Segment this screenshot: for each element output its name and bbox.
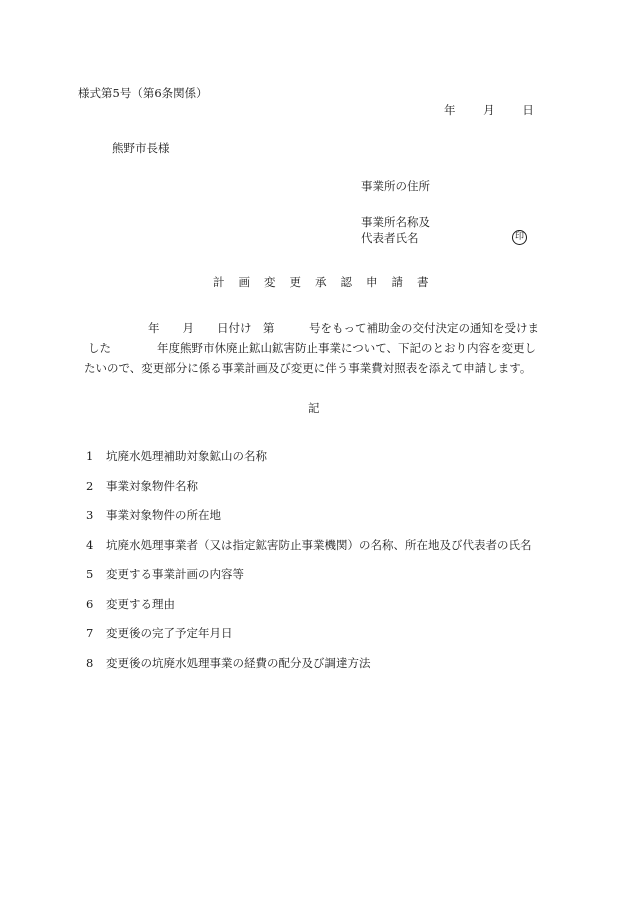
item-number: 1 xyxy=(86,449,94,463)
date-line xyxy=(444,103,534,117)
date-day: 日 xyxy=(522,103,534,117)
item-text: 変更する事業計画の内容等 xyxy=(106,567,244,581)
form-label: 様式第5号（第6条関係） xyxy=(78,86,208,100)
seal-mark: 印 xyxy=(512,230,527,245)
body-line-3: たいので、変更部分に係る事業計画及び変更に伴う事業費対照表を添えて申請します。 xyxy=(84,361,532,375)
list-item xyxy=(86,537,532,567)
applicant-name-label-1: 事業所名称及 xyxy=(361,215,430,229)
item-number: 8 xyxy=(86,655,94,670)
item-text: 変更後の完了予定年月日 xyxy=(106,626,233,640)
list-item xyxy=(86,655,532,685)
item-text: 坑廃水処理事業者（又は指定鉱害防止事業機関）の名称、所在地及び代表者の氏名 xyxy=(106,537,532,552)
document-title: 計画変更承認申請書 xyxy=(213,275,443,289)
item-text: 坑廃水処理補助対象鉱山の名称 xyxy=(106,449,267,463)
list-item xyxy=(86,448,532,478)
ki-heading: 記 xyxy=(308,401,320,415)
list-item xyxy=(86,566,532,596)
applicant-address-label: 事業所の住所 xyxy=(361,179,430,193)
list-item xyxy=(86,478,532,508)
item-number: 5 xyxy=(86,567,94,581)
date-year: 年 xyxy=(444,103,456,117)
item-text: 事業対象物件の所在地 xyxy=(106,508,221,522)
body-paragraph xyxy=(84,318,554,378)
body-line-2: した 年度熊野市休廃止鉱山鉱害防止事業について、下記のとおり内容を変更し xyxy=(88,341,537,355)
list-item xyxy=(86,625,532,655)
body-line-1: 年 月 日付け 第 号をもって補助金の交付決定の通知を受けま xyxy=(148,321,539,335)
date-month: 月 xyxy=(483,103,495,117)
addressee: 熊野市長様 xyxy=(112,141,170,155)
applicant-name-label-2: 代表者氏名 xyxy=(361,231,419,245)
item-text: 変更後の坑廃水処理事業の経費の配分及び調達方法 xyxy=(106,655,371,670)
item-text: 変更する理由 xyxy=(106,596,175,611)
item-number: 3 xyxy=(86,508,94,522)
item-text: 事業対象物件名称 xyxy=(106,478,198,493)
item-list xyxy=(86,448,532,684)
item-number: 7 xyxy=(86,626,94,640)
list-item xyxy=(86,596,532,626)
item-number: 4 xyxy=(86,537,94,552)
list-item xyxy=(86,507,532,537)
item-number: 6 xyxy=(86,596,94,611)
item-number: 2 xyxy=(86,478,94,493)
